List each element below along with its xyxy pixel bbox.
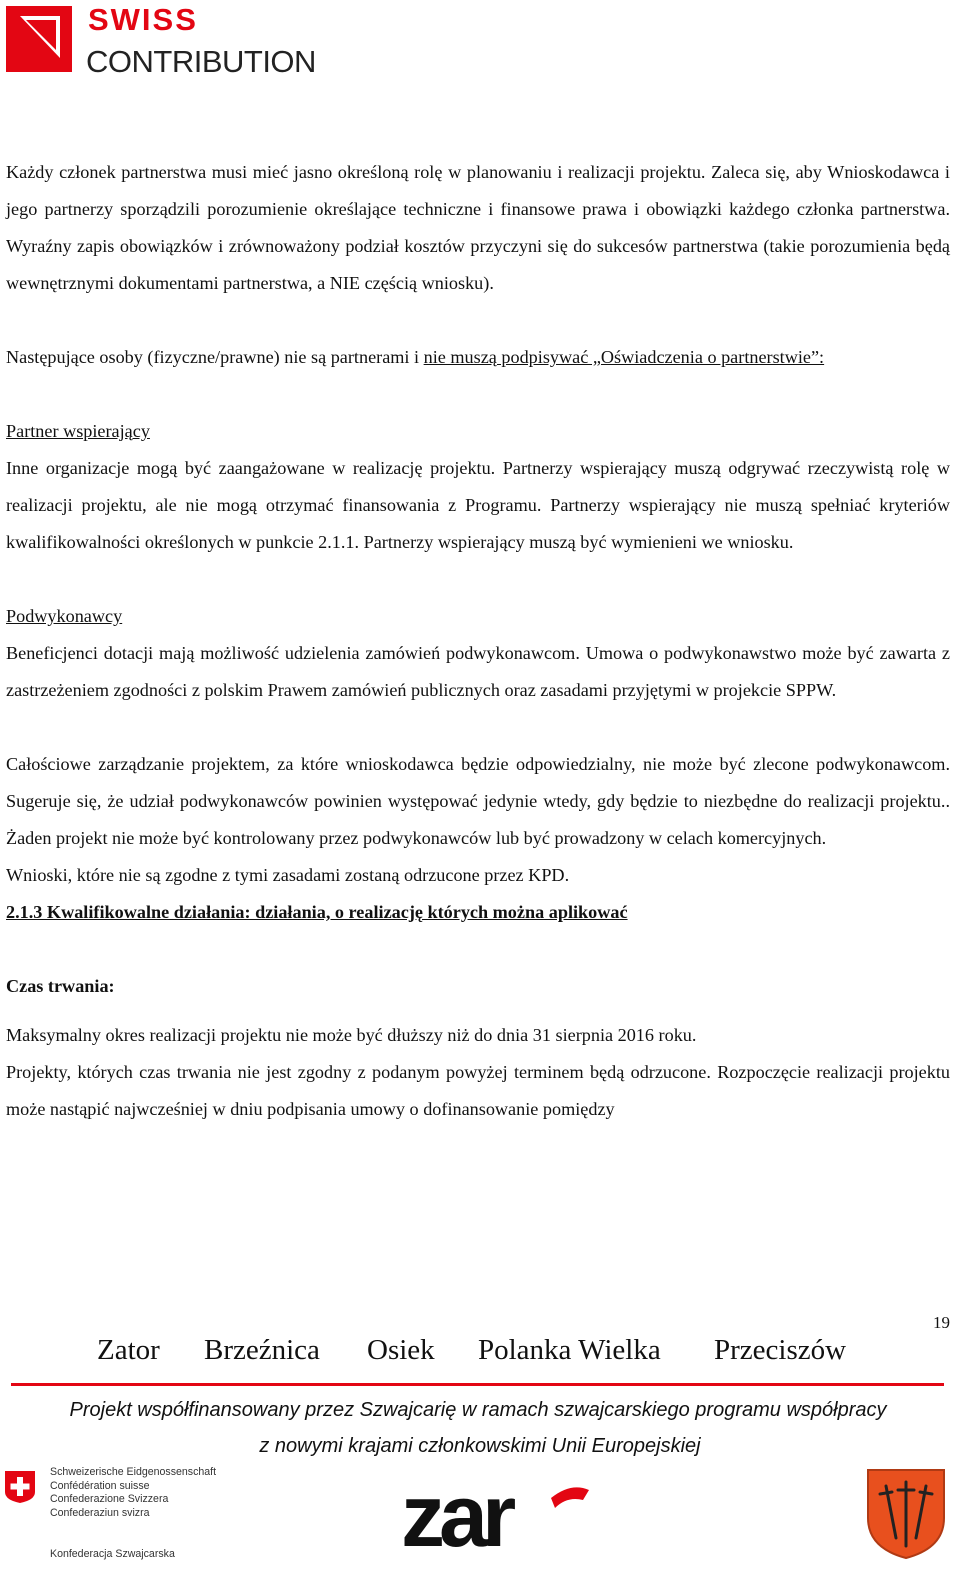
place-zator: Zator (97, 1334, 160, 1366)
footer-divider (11, 1383, 944, 1386)
place-polanka-wielka: Polanka Wielka (478, 1334, 661, 1366)
place-osiek: Osiek (367, 1334, 435, 1366)
paragraph-max-duration: Maksymalny okres realizacji projektu nie może być dłuższy niż do dnia 31 sierpnia 2016 roku. (6, 1025, 697, 1045)
non-partners-underlined: nie muszą podpisywać „Oświadczenia o partnerstwie”: (423, 347, 825, 367)
confederation-name-rm: Confederaziun svizra (50, 1506, 150, 1519)
confederation-name-it: Confederazione Svizzera (50, 1493, 169, 1505)
section-heading-eligible-activities: 2.1.3 Kwalifikowalne działania: działania, o realizację których można aplikować (6, 902, 628, 922)
paragraph-subcontractors: Beneficjenci dotacji mają możliwość udzielenia zamówień podwykonawcom. Umowa o podwykonawstwo może być zawarta z zastrzeżeniem zgodności z polskim Prawem zamówień publicznych oraz zasadami przyjętymi w projekcie SPPW. (6, 643, 950, 700)
confederation-name-pl: Konfederacja Szwajcarska (50, 1548, 175, 1560)
paragraph-non-partners (6, 339, 950, 376)
paragraph-partnership-roles: Każdy członek partnerstwa musi mieć jasno określoną rolę w planowaniu i realizacji projektu. Zaleca się, aby Wnioskodawca i jego partnerzy sporządzili porozumienie określające techniczne i finansowe prawa i obowiązki każdego członka partnerstwa. Wyraźny zapis obowiązków i zrównoważony podział kosztów przyczyni się do sukcesów partnerstwa (takie porozumienia będą wewnętrznymi dokumentami partnerstwa, a NIE częścią wniosku). (6, 162, 950, 293)
zator-logo-text: zar (401, 1474, 511, 1558)
heading-subcontractors: Podwykonawcy (6, 606, 123, 626)
logo-line-swiss: SWISS (88, 2, 198, 37)
paragraph-duration-rejection: Projekty, których czas trwania nie jest zgodny z podanym powyżej terminem będą odrzucone. Rozpoczęcie realizacji projektu może nastąpić najwcześniej w dniu podpisania umowy o dofinansowanie pomiędzy (6, 1062, 950, 1119)
paragraph-supporting-partner: Inne organizacje mogą być zaangażowane w realizację projektu. Partnerzy wspierający muszą odgrywać rzeczywistą rolę w realizacji projektu, ale nie mogą otrzymać finansowania z Programu. Partnerzy wspierający nie muszą spełniać kryteriów kwalifikowalności określonych w punkcie 2.1.1. Partnerzy wspierający muszą być wymienieni we wniosku. (6, 458, 950, 552)
swiss-flag-icon (4, 1470, 36, 1504)
non-partners-text: Następujące osoby (fizyczne/prawne) nie są partnerami i (6, 347, 424, 367)
funding-note-line1: Projekt współfinansowany przez Szwajcarię w ramach szwajcarskiego programu współpracy (69, 1399, 887, 1421)
heading-duration: Czas trwania: (6, 976, 115, 996)
confederation-name-de: Schweizerische Eidgenossenschaft (50, 1466, 217, 1478)
paragraph-project-management: Całościowe zarządzanie projektem, za które wnioskodawca będzie odpowiedzialny, nie może być zlecone podwykonawcom. Sugeruje się, że udział podwykonawców powinien występować jedynie wtedy, gdy będzie to niezbędne do realizacji projektu.. Żaden projekt nie może być kontrolowany przez podwykonawców lub być prowadzony w celach komercyjnych. (6, 754, 950, 848)
paragraph-rejection: Wnioski, które nie są zgodne z tymi zasadami zostaną odrzucone przez KPD. (6, 865, 570, 885)
zator-logo (401, 1474, 591, 1558)
document-body (6, 154, 950, 1128)
page-number: 19 (933, 1313, 950, 1332)
heading-supporting-partner: Partner wspierający (6, 421, 150, 441)
place-brzeznica: Brzeźnica (204, 1334, 320, 1366)
confederation-names (50, 1466, 216, 1520)
coat-of-arms-icon (866, 1468, 946, 1560)
swiss-contribution-logo-mark (6, 6, 72, 72)
logo-line-contribution: CONTRIBUTION (86, 44, 316, 79)
funding-note-line2: z nowymi krajami członkowskimi Unii Europejskiej (259, 1435, 701, 1457)
place-przeciszow: Przeciszów (714, 1334, 847, 1366)
confederation-name-fr: Confédération suisse (50, 1479, 150, 1492)
